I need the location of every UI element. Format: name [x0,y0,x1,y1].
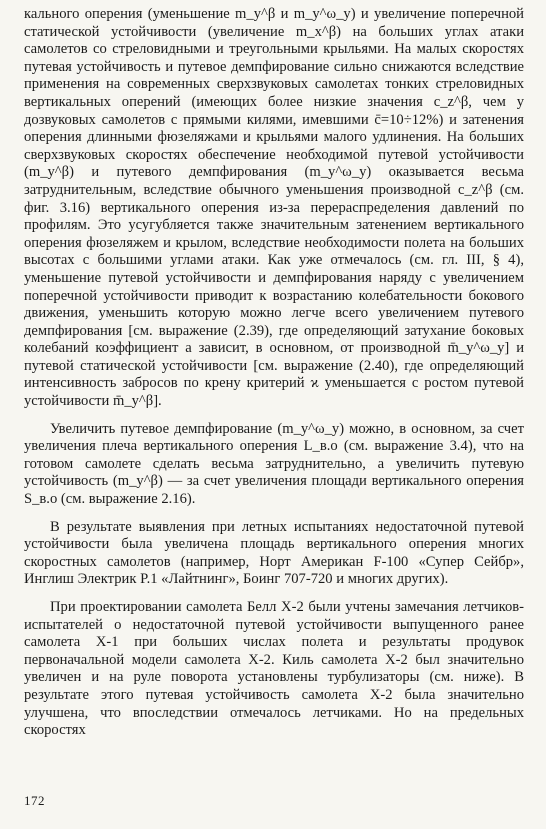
body-text [24,6,524,740]
paragraph-1: кального оперения (уменьшение m_y^β и m_y^ω_y) и увеличение поперечной статической устойчивости (увеличение m_x^β) на больших углах атаки самолетов со стреловидными и треугольными крыльями. На малых скоростях путевая устойчивость и путевое демпфирование сильно снижаются вследствие применения на современных сверхзвуковых самолетах тонких стреловидных вертикальных оперений (имеющих более низкие значения c_z^β, чем у дозвуковых самолетов с прямыми килями, имевшими c̄=10÷12%) и затенения оперения длинными фюзеляжами и крыльями малого удлинения. На больших сверхзвуковых скоростях обеспечение необходимой путевой устойчивости (m_y^β) и путевого демпфирования (m_y^ω_y) оказывается весьма затруднительным, вследствие обычного уменьшения производной c_z^β (см. фиг. 3.16) вертикального оперения из-за перераспределения давлений по профилям. Это усугубляется также значительным затенением вертикального оперения фюзеляжем и крылом, вследствие необходимости полета на больших высотах с большими углами атаки. Как уже отмечалось (см. гл. III, § 4), уменьшение путевой устойчивости и демпфирования наряду с увеличением поперечной устойчивости приводит к возрастанию колебательности бокового движения, уменьшить которую можно легче всего увеличением путевого демпфирования [см. выражение (2.39), где определяющий затухание боковых колебаний коэффициент a зависит, в основном, от производной m̄_y^ω_y] и путевой статической устойчивости [см. выражение (2.40), где определяющий интенсивность забросов по крену критерий ϰ уменьшается с ростом путевой устойчивости m̄_y^β]. [24,6,524,410]
paragraph-2: Увеличить путевое демпфирование (m_y^ω_y) можно, в основном, за счет увеличения плеча вертикального оперения L_в.о (см. выражение 3.4), что на готовом самолете сделать весьма затруднительно, а увеличить путевую устойчивость (m_y^β) — за счет увеличения площади вертикального оперения S_в.о (см. выражение 2.16). [24,420,524,508]
page-number: 172 [24,793,45,808]
paragraph-4: При проектировании самолета Белл X-2 были учтены замечания летчиков-испытателей о недостаточной путевой устойчивости выпущенного ранее самолета X-1 при больших числах полета и результаты продувок первоначальной модели самолета X-2. Киль самолета X-2 был значительно увеличен и на руле поворота установлены турбулизаторы (см. ниже). В результате этого путевая устойчивость самолета X-2 была значительно улучшена, что впоследствии отмечалось летчиками. Но на предельных скоростях [24,599,524,739]
paragraph-3: В результате выявления при летных испытаниях недостаточной путевой устойчивости была увеличена площадь вертикального оперения многих скоростных самолетов (например, Норт Американ F-100 «Супер Сейбр», Инглиш Электрик P.1 «Лайтнинг», Боинг 707-720 и многих других). [24,518,524,588]
